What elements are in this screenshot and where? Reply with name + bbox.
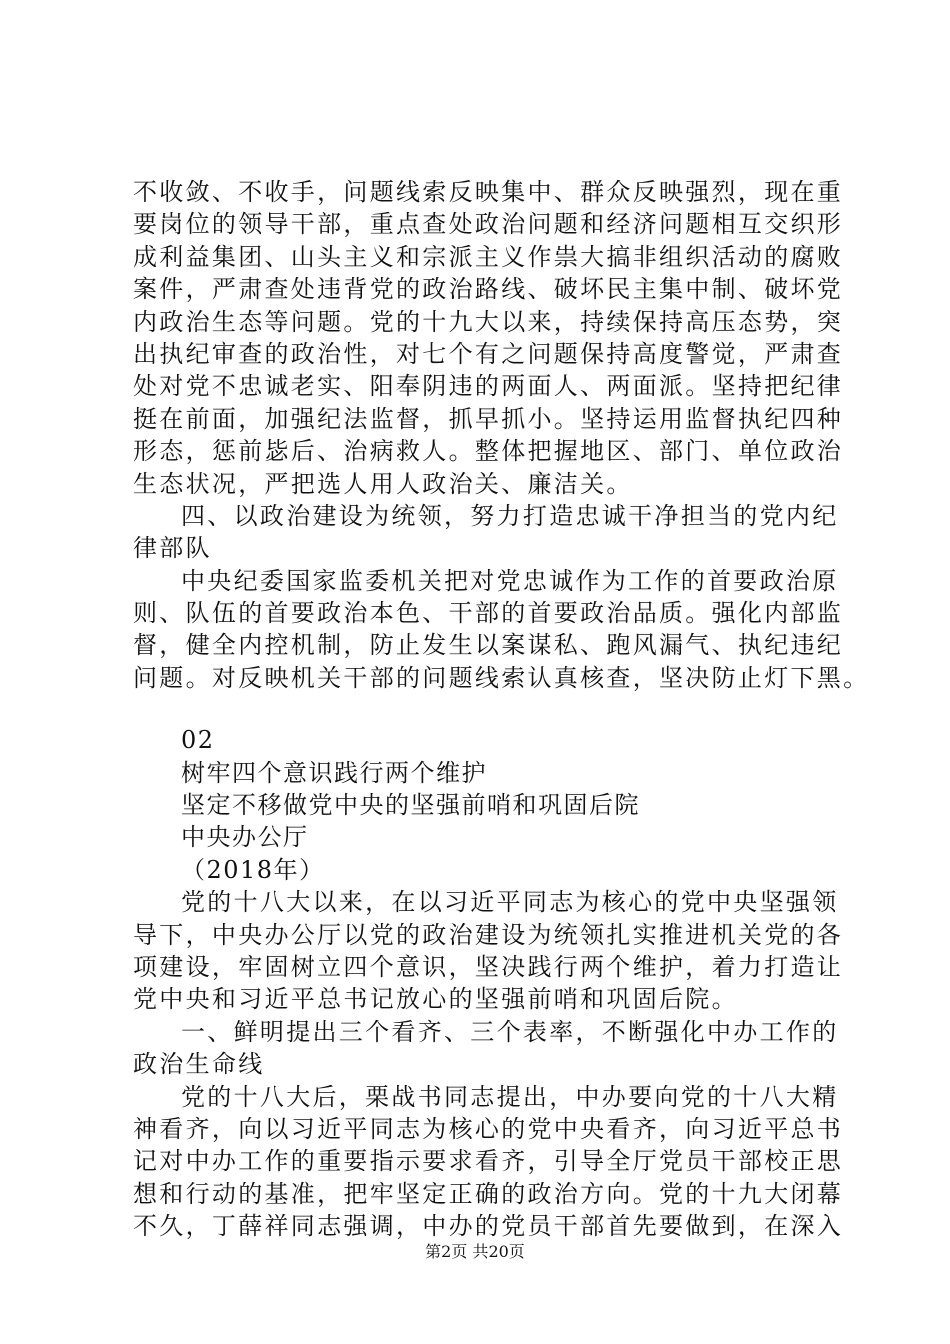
section-title: 树牢四个意识践行两个维护 bbox=[181, 758, 487, 787]
text-line: 内政治生态等问题。党的十九大以来，持续保持高压态势，突 bbox=[133, 307, 844, 336]
text-line: 挺在前面，加强纪法监督，抓早抓小。坚持运用监督执纪四种 bbox=[133, 404, 844, 433]
section-gap bbox=[133, 694, 833, 724]
document-body bbox=[133, 176, 870, 1243]
text-line: 案件，严肃查处违背党的政治路线、破坏民主集中制、破坏党 bbox=[133, 275, 844, 304]
text-line: 项建设，牢固树立四个意识，坚决践行两个维护，着力打造让 bbox=[133, 952, 844, 981]
text-line: 处对党不忠诚老实、阳奉阴违的两面人、两面派。坚持把纪律 bbox=[133, 372, 844, 401]
text-line: 督，健全内控机制，防止发生以案谋私、跑风漏气、执纪违纪 bbox=[133, 631, 844, 660]
page-footer: 第2页 共20页 bbox=[425, 1242, 525, 1261]
section-subtitle: 坚定不移做党中央的坚强前哨和巩固后院 bbox=[181, 791, 640, 820]
text-line: 党的十八大后，栗战书同志提出，中办要向党的十八大精 bbox=[181, 1082, 839, 1111]
section-organization: 中央办公厅 bbox=[181, 823, 309, 852]
text-line: 形态，惩前毖后、治病救人。整体把握地区、部门、单位政治 bbox=[133, 437, 844, 466]
text-line: 党中央和习近平总书记放心的坚强前哨和巩固后院。 bbox=[133, 985, 738, 1014]
section-heading-one: 一、鲜明提出三个看齐、三个表率，不断强化中办工作的 bbox=[181, 1017, 839, 1046]
text-line: 中央纪委国家监委机关把对党忠诚作为工作的首要政治原 bbox=[181, 566, 839, 595]
section-heading-four-cont: 律部队 bbox=[133, 534, 212, 563]
text-line: 记对中办工作的重要指示要求看齐，引导全厅党员干部校正思 bbox=[133, 1147, 844, 1176]
section-heading-one-cont: 政治生命线 bbox=[133, 1050, 265, 1079]
text-line: 不久，丁薛祥同志强调，中办的党员干部首先要做到，在深入 bbox=[133, 1212, 844, 1241]
section-year: （2018年） bbox=[181, 855, 325, 884]
text-line: 成利益集团、山头主义和宗派主义作祟大搞非组织活动的腐败 bbox=[133, 242, 844, 271]
text-line: 想和行动的基准，把牢坚定正确的政治方向。党的十九大闭幕 bbox=[133, 1179, 844, 1208]
text-line: 问题。对反映机关干部的问题线索认真核查，坚决防止灯下黑。 bbox=[133, 663, 870, 692]
text-line: 要岗位的领导干部，重点查处政治问题和经济问题相互交织形 bbox=[133, 210, 844, 239]
text-line: 生态状况，严把选人用人政治关、廉洁关。 bbox=[133, 469, 633, 498]
text-line: 不收敛、不收手，问题线索反映集中、群众反映强烈，现在重 bbox=[133, 178, 844, 206]
text-line: 神看齐，向以习近平同志为核心的党中央看齐，向习近平总书 bbox=[133, 1114, 844, 1143]
text-line: 则、队伍的首要政治本色、干部的首要政治品质。强化内部监 bbox=[133, 599, 844, 628]
text-line: 导下，中央办公厅以党的政治建设为统领扎实推进机关党的各 bbox=[133, 920, 844, 949]
section-heading-four: 四、以政治建设为统领，努力打造忠诚干净担当的党内纪 bbox=[181, 501, 839, 530]
text-line: 出执纪审查的政治性，对七个有之问题保持高度警觉，严肃查 bbox=[133, 339, 844, 368]
text-line: 党的十八大以来，在以习近平同志为核心的党中央坚强领 bbox=[181, 888, 839, 917]
section-number: 02 bbox=[181, 726, 215, 755]
